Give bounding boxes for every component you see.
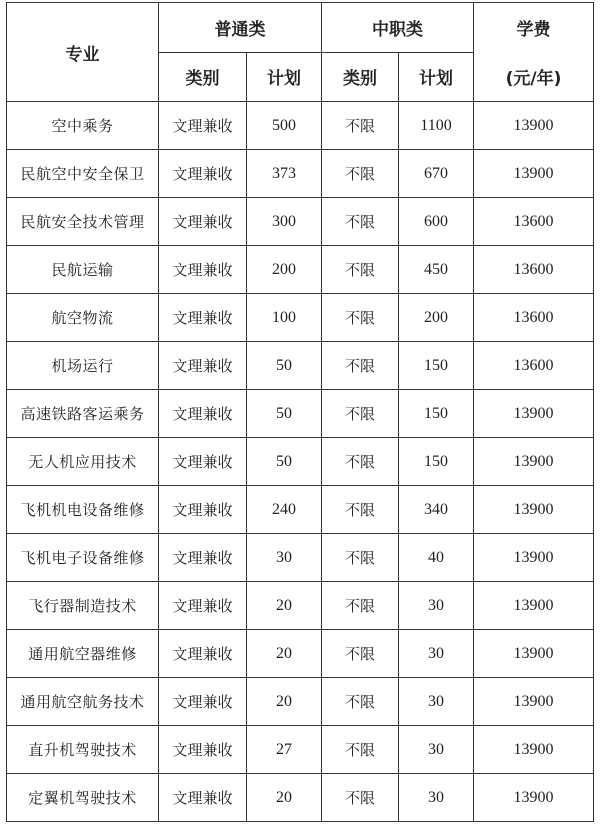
vocational-plan-cell: 40 bbox=[399, 534, 474, 582]
table-row bbox=[7, 630, 594, 678]
major-cell: 定翼机驾驶技术 bbox=[7, 774, 159, 822]
fee-cell: 13900 bbox=[474, 534, 594, 582]
major-cell: 通用航空器维修 bbox=[7, 630, 159, 678]
header-major: 专业 bbox=[7, 3, 159, 102]
general-category-cell: 文理兼收 bbox=[159, 678, 247, 726]
table-row bbox=[7, 582, 594, 630]
table-row bbox=[7, 294, 594, 342]
header-general-plan: 计划 bbox=[247, 52, 322, 102]
general-plan-cell: 30 bbox=[247, 534, 322, 582]
major-cell: 飞机机电设备维修 bbox=[7, 486, 159, 534]
header-general-category: 类别 bbox=[159, 52, 247, 102]
fee-cell: 13600 bbox=[474, 198, 594, 246]
general-category-cell: 文理兼收 bbox=[159, 630, 247, 678]
major-cell: 民航安全技术管理 bbox=[7, 198, 159, 246]
major-cell: 民航运输 bbox=[7, 246, 159, 294]
general-category-cell: 文理兼收 bbox=[159, 726, 247, 774]
vocational-category-cell: 不限 bbox=[322, 294, 399, 342]
table-row bbox=[7, 246, 594, 294]
vocational-category-cell: 不限 bbox=[322, 486, 399, 534]
vocational-plan-cell: 150 bbox=[399, 342, 474, 390]
vocational-category-cell: 不限 bbox=[322, 630, 399, 678]
header-fee bbox=[474, 3, 594, 102]
vocational-category-cell: 不限 bbox=[322, 678, 399, 726]
general-plan-cell: 240 bbox=[247, 486, 322, 534]
vocational-plan-cell: 30 bbox=[399, 774, 474, 822]
fee-cell: 13900 bbox=[474, 150, 594, 198]
general-plan-cell: 20 bbox=[247, 678, 322, 726]
general-category-cell: 文理兼收 bbox=[159, 342, 247, 390]
fee-cell: 13900 bbox=[474, 774, 594, 822]
table-row bbox=[7, 102, 594, 150]
general-plan-cell: 100 bbox=[247, 294, 322, 342]
vocational-category-cell: 不限 bbox=[322, 726, 399, 774]
table-row bbox=[7, 726, 594, 774]
major-cell: 飞行器制造技术 bbox=[7, 582, 159, 630]
vocational-plan-cell: 30 bbox=[399, 726, 474, 774]
header-vocational-category: 类别 bbox=[322, 52, 399, 102]
vocational-plan-cell: 450 bbox=[399, 246, 474, 294]
general-category-cell: 文理兼收 bbox=[159, 102, 247, 150]
vocational-category-cell: 不限 bbox=[322, 534, 399, 582]
major-cell: 民航空中安全保卫 bbox=[7, 150, 159, 198]
fee-cell: 13900 bbox=[474, 390, 594, 438]
vocational-category-cell: 不限 bbox=[322, 102, 399, 150]
major-cell: 机场运行 bbox=[7, 342, 159, 390]
header-row-top bbox=[7, 3, 594, 53]
vocational-category-cell: 不限 bbox=[322, 390, 399, 438]
fee-cell: 13600 bbox=[474, 246, 594, 294]
table-row bbox=[7, 774, 594, 822]
general-category-cell: 文理兼收 bbox=[159, 438, 247, 486]
table-row bbox=[7, 390, 594, 438]
general-category-cell: 文理兼收 bbox=[159, 246, 247, 294]
general-category-cell: 文理兼收 bbox=[159, 774, 247, 822]
fee-cell: 13900 bbox=[474, 726, 594, 774]
vocational-category-cell: 不限 bbox=[322, 774, 399, 822]
vocational-plan-cell: 1100 bbox=[399, 102, 474, 150]
header-fee-unit: (元/年) bbox=[505, 69, 562, 89]
table-row bbox=[7, 150, 594, 198]
major-cell: 空中乘务 bbox=[7, 102, 159, 150]
major-cell: 无人机应用技术 bbox=[7, 438, 159, 486]
vocational-category-cell: 不限 bbox=[322, 342, 399, 390]
header-vocational-plan: 计划 bbox=[399, 52, 474, 102]
fee-cell: 13900 bbox=[474, 102, 594, 150]
header-fee-title: 学费 bbox=[516, 20, 551, 40]
fee-cell: 13900 bbox=[474, 438, 594, 486]
general-category-cell: 文理兼收 bbox=[159, 150, 247, 198]
fee-cell: 13600 bbox=[474, 342, 594, 390]
general-plan-cell: 20 bbox=[247, 630, 322, 678]
vocational-category-cell: 不限 bbox=[322, 582, 399, 630]
general-plan-cell: 200 bbox=[247, 246, 322, 294]
general-plan-cell: 373 bbox=[247, 150, 322, 198]
general-category-cell: 文理兼收 bbox=[159, 390, 247, 438]
general-plan-cell: 500 bbox=[247, 102, 322, 150]
general-plan-cell: 50 bbox=[247, 390, 322, 438]
table-row bbox=[7, 198, 594, 246]
table-row bbox=[7, 342, 594, 390]
table-row bbox=[7, 534, 594, 582]
major-cell: 飞机电子设备维修 bbox=[7, 534, 159, 582]
general-category-cell: 文理兼收 bbox=[159, 534, 247, 582]
general-category-cell: 文理兼收 bbox=[159, 486, 247, 534]
table-body bbox=[7, 102, 594, 822]
enrollment-plan-table bbox=[6, 2, 594, 822]
table-row bbox=[7, 486, 594, 534]
vocational-plan-cell: 200 bbox=[399, 294, 474, 342]
table-row bbox=[7, 438, 594, 486]
fee-cell: 13900 bbox=[474, 678, 594, 726]
general-category-cell: 文理兼收 bbox=[159, 294, 247, 342]
vocational-category-cell: 不限 bbox=[322, 150, 399, 198]
general-plan-cell: 27 bbox=[247, 726, 322, 774]
major-cell: 直升机驾驶技术 bbox=[7, 726, 159, 774]
fee-cell: 13600 bbox=[474, 294, 594, 342]
vocational-plan-cell: 150 bbox=[399, 390, 474, 438]
general-category-cell: 文理兼收 bbox=[159, 582, 247, 630]
fee-cell: 13900 bbox=[474, 582, 594, 630]
general-plan-cell: 20 bbox=[247, 774, 322, 822]
vocational-plan-cell: 30 bbox=[399, 582, 474, 630]
header-vocational-group: 中职类 bbox=[322, 3, 474, 53]
general-plan-cell: 50 bbox=[247, 438, 322, 486]
vocational-category-cell: 不限 bbox=[322, 198, 399, 246]
fee-cell: 13900 bbox=[474, 486, 594, 534]
general-plan-cell: 20 bbox=[247, 582, 322, 630]
general-plan-cell: 300 bbox=[247, 198, 322, 246]
vocational-plan-cell: 30 bbox=[399, 630, 474, 678]
major-cell: 航空物流 bbox=[7, 294, 159, 342]
general-plan-cell: 50 bbox=[247, 342, 322, 390]
header-general-group: 普通类 bbox=[159, 3, 322, 53]
major-cell: 高速铁路客运乘务 bbox=[7, 390, 159, 438]
general-category-cell: 文理兼收 bbox=[159, 198, 247, 246]
table-row bbox=[7, 678, 594, 726]
vocational-category-cell: 不限 bbox=[322, 438, 399, 486]
vocational-plan-cell: 150 bbox=[399, 438, 474, 486]
vocational-plan-cell: 30 bbox=[399, 678, 474, 726]
vocational-plan-cell: 340 bbox=[399, 486, 474, 534]
vocational-category-cell: 不限 bbox=[322, 246, 399, 294]
fee-cell: 13900 bbox=[474, 630, 594, 678]
vocational-plan-cell: 670 bbox=[399, 150, 474, 198]
vocational-plan-cell: 600 bbox=[399, 198, 474, 246]
major-cell: 通用航空航务技术 bbox=[7, 678, 159, 726]
